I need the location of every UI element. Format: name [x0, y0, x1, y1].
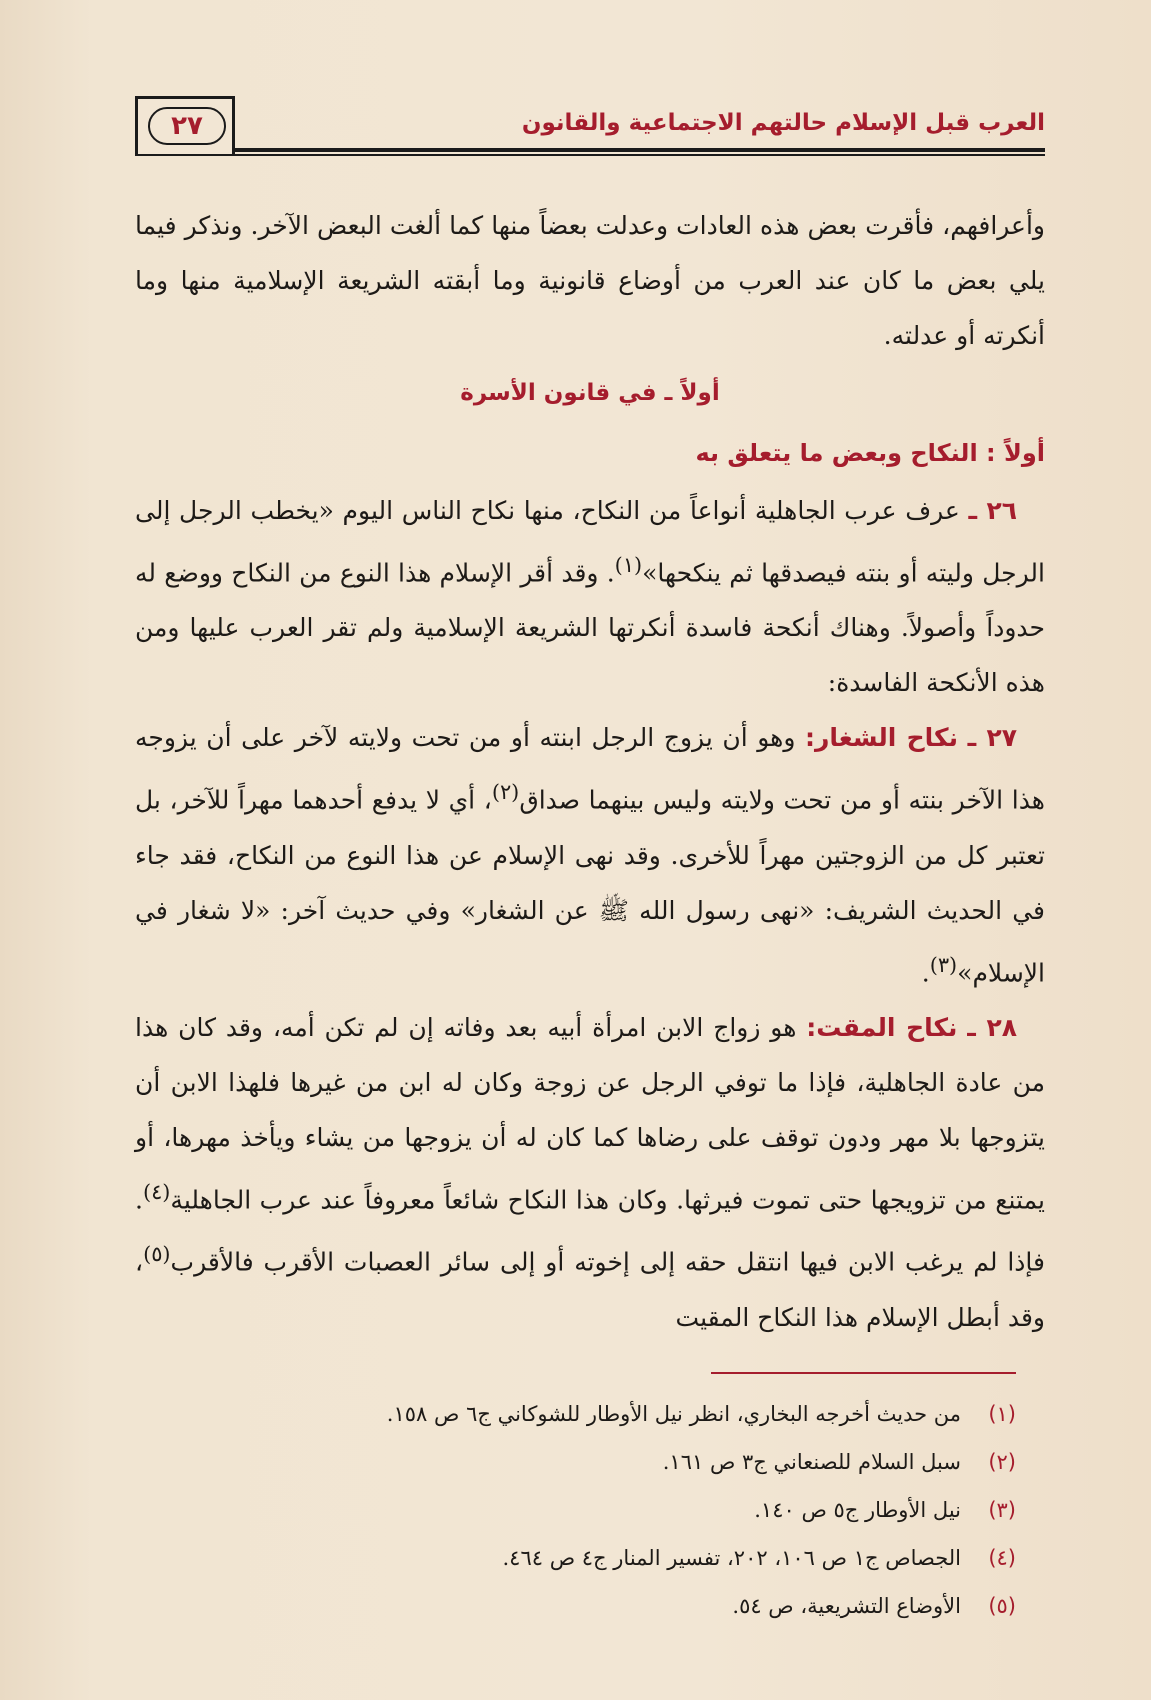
page-header [135, 96, 1045, 160]
subsection-title: أولاً : النكاح وبعض ما يتعلق به [695, 439, 1045, 467]
paragraph-text: ، أي لا يدفع أحدهما مهراً للآخر، بل تعتبر كل من الزوجتين مهراً للأخرى. وقد نهى الإسلام عن هذا النوع من النكاح، فقد جاء في الحديث الشريف: «نهى رسول الله ﷺ عن الشغار» وفي حديث آخر: «لا شغار في الإسلام» [135, 785, 1045, 987]
footnote-item [106, 1438, 1016, 1486]
paragraph-text: . [921, 957, 930, 987]
paragraph-28 [135, 1000, 1045, 1345]
footnote-text: الأوضاع التشريعية، ص ٥٤. [732, 1594, 961, 1618]
paragraph-27 [135, 710, 1045, 1000]
footnote-text: سبل السلام للصنعاني ج٣ ص ١٦١. [662, 1450, 961, 1474]
footnote-text: الجصاص ج١ ص ١٠٦، ٢٠٢، تفسير المنار ج٤ ص ٤٦٤. [502, 1546, 961, 1570]
paragraph-text: . فإذا لم يرغب الابن فيها انتقل حقه إلى إخوته أو إلى سائر العصبات الأقرب فالأقرب [135, 1185, 1045, 1277]
footnote-ref[interactable]: (٤) [142, 1179, 171, 1204]
footnotes [106, 1390, 1016, 1630]
running-title: العرب قبل الإسلام حالتهم الاجتماعية والقانون [521, 110, 1045, 136]
paragraph-text: عرف عرب الجاهلية أنواعاً من النكاح، منها نكاح الناس اليوم «يخطب الرجل إلى الرجل وليته أو بنته فيصدقها ثم ينكحها» [135, 496, 1045, 588]
footnote-item [106, 1390, 1016, 1438]
footnote-ref[interactable]: (٢) [491, 780, 520, 805]
paragraph-text: وهو أن يزوج الرجل ابنته أو من تحت ولايته لآخر على أن يزوجه هذا الآخر بنته أو من تحت ولايته وليس بينهما صداق [135, 723, 1045, 815]
footnote-number: (٣) [988, 1498, 1016, 1522]
footnote-ref[interactable]: (١) [614, 553, 643, 577]
intro-paragraph: وأعرافهم، فأقرت بعض هذه العادات وعدلت بعضاً منها كما ألغت البعض الآخر. ونذكر فيما يلي بعض ما كان عند العرب من أوضاع قانونية وما أبقته الشريعة الإسلامية منها وما أنكرته أو عدلته. [135, 211, 1045, 350]
page-number: ٢٧ [148, 107, 226, 145]
footnote-text: نيل الأوطار ج٥ ص ١٤٠. [754, 1498, 961, 1522]
term-heading: نكاح المقت: [806, 1012, 958, 1042]
page-number-box [135, 96, 235, 154]
footnote-item [106, 1486, 1016, 1534]
footnote-number: (٤) [988, 1546, 1016, 1570]
footnote-ref[interactable]: (٥) [143, 1242, 171, 1267]
paragraph-number: ٢٦ ـ [968, 496, 1017, 525]
footnote-number: (١) [988, 1402, 1016, 1426]
footnote-item [106, 1534, 1016, 1582]
paragraph-number: ٢٧ ـ [967, 723, 1018, 753]
header-rule-thin [135, 154, 1045, 156]
footnote-divider [711, 1372, 1016, 1374]
footnote-number: (٥) [988, 1594, 1016, 1618]
paragraph-text: . وقد أقر الإسلام هذا النوع من النكاح ووضع له حدوداً وأصولاً. وهناك أنكحة فاسدة أنكرتها الشريعة الإسلامية ولم تقر العرب عليها ومن هذه الأنكحة الفاسدة: [135, 558, 1045, 698]
footnote-ref[interactable]: (٣) [929, 952, 958, 977]
section-title: أولاً ـ في قانون الأسرة [460, 380, 720, 406]
footnote-number: (٢) [988, 1450, 1016, 1474]
page-body [135, 198, 1045, 1345]
footnote-text: من حديث أخرجه البخاري، انظر نيل الأوطار للشوكاني ج٦ ص ١٥٨. [386, 1402, 961, 1426]
header-rule [135, 148, 1045, 152]
term-heading: نكاح الشغار: [805, 723, 958, 753]
paragraph-26 [135, 483, 1045, 710]
paragraph-number: ٢٨ ـ [967, 1012, 1017, 1042]
paragraph-text: ، وقد أبطل الإسلام هذا النكاح المقيت [135, 1247, 1045, 1332]
footnote-item [106, 1582, 1016, 1630]
paragraph-text: هو زواج الابن امرأة أبيه بعد وفاته إن لم تكن أمه، وقد كان هذا من عادة الجاهلية، فإذا ما توفي الرجل عن زوجة وكان له ابن من غيرها فلهذا الابن أن يتزوجها بلا مهر ودون توقف على رضاها كما كان له أن يزوجها من يشاء ويأخذ مهرها، أو يمتنع من تزويجها حتى تموت فيرثها. وكان هذا النكاح شائعاً معروفاً عند عرب الجاهلية [135, 1012, 1045, 1215]
